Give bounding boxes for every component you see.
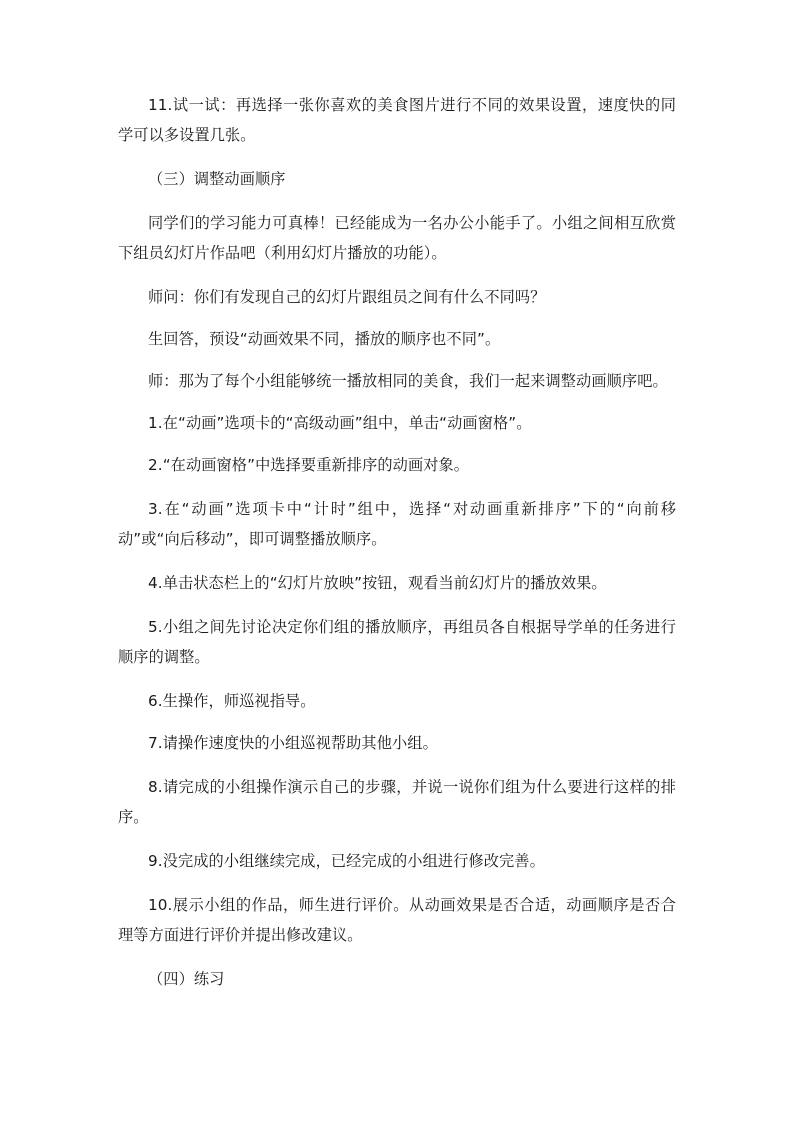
paragraph-teacher-instruction: 师：那为了每个小组能够统一播放相同的美食，我们一起来调整动画顺序吧。	[148, 372, 668, 390]
step-7: 7.请操作速度快的小组巡视帮助其他小组。	[148, 734, 438, 752]
section-heading-3: （三）调整动画顺序	[148, 170, 286, 188]
step-1: 1.在“动画”选项卡的“高级动画”组中，单击“动画窗格”。	[148, 414, 532, 432]
step-6: 6.生操作，师巡视指导。	[148, 692, 316, 710]
step-4: 4.单击状态栏上的“幻灯片放映”按钮，观看当前幻灯片的播放效果。	[148, 574, 607, 592]
section-heading-4: （四）练习	[148, 970, 225, 988]
document-body	[118, 90, 676, 994]
paragraph-try-it: 11.试一试：再选择一张你喜欢的美食图片进行不同的效果设置，速度快的同学可以多设置几张。	[118, 96, 676, 144]
step-2: 2.“在动画窗格”中选择要重新排序的动画对象。	[148, 456, 470, 474]
step-10: 10.展示小组的作品，师生进行评价。从动画效果是否合适，动画顺序是否合理等方面进行评价并提出修改建议。	[118, 896, 676, 944]
paragraph-teacher-question: 师问：你们有发现自己的幻灯片跟组员之间有什么不同吗？	[148, 288, 546, 306]
paragraph-student-answer: 生回答，预设“动画效果不同，播放的顺序也不同”。	[148, 330, 501, 348]
step-9: 9.没完成的小组继续完成，已经完成的小组进行修改完善。	[148, 852, 545, 870]
step-5: 5.小组之间先讨论决定你们组的播放顺序，再组员各自根据导学单的任务进行顺序的调整。	[118, 618, 676, 666]
step-3: 3.在“动画”选项卡中“计时”组中，选择“对动画重新排序”下的“向前移动”或“向后移动”，即可调整播放顺序。	[118, 500, 676, 548]
step-8: 8.请完成的小组操作演示自己的步骤，并说一说你们组为什么要进行这样的排序。	[118, 778, 676, 826]
paragraph-intro: 同学们的学习能力可真棒！已经能成为一名办公小能手了。小组之间相互欣赏下组员幻灯片作品吧（利用幻灯片播放的功能）。	[118, 214, 676, 262]
